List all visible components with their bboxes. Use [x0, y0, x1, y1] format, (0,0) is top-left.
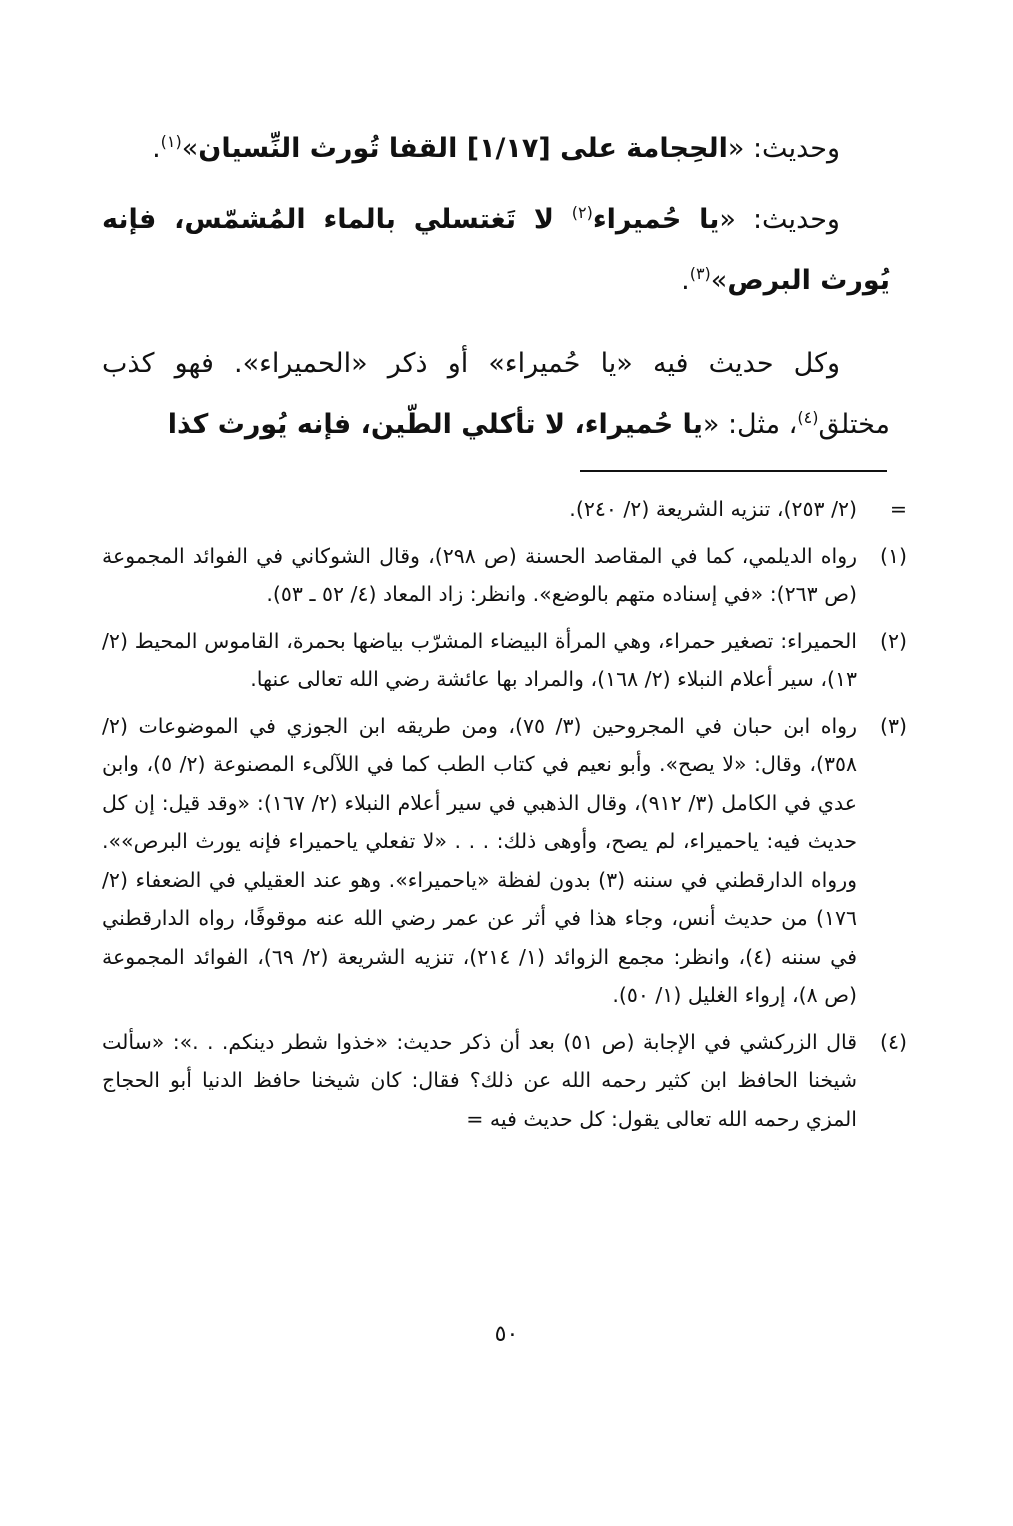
text-run: »	[181, 133, 199, 164]
footnote-ref[interactable]: (٣)	[689, 264, 711, 283]
hadith-text: يا حُميراء	[592, 204, 720, 235]
main-text	[102, 118, 890, 455]
footnote-ref[interactable]: (١)	[160, 132, 182, 151]
footnote-2	[102, 622, 907, 699]
footnote-text: قال الزركشي في الإجابة (ص ٥١) بعد أن ذكر حديث: «خذوا شطر دينكم. . .»: «سألت شيخنا الحافظ ابن كثير رحمه الله عن ذلك؟ فقال: كان شيخنا حافظ الدنيا أبو الحجاج المزي رحمه الله تعالى يقول: كل حديث فيه =	[102, 1029, 858, 1131]
text-run: .	[152, 133, 161, 164]
footnote-number: =	[889, 497, 907, 521]
footnote-text: رواه الديلمي، كما في المقاصد الحسنة (ص ٢٩٨)، وقال الشوكاني في الفوائد المجموعة (ص ٢٦٣): «في إسناده متهم بالوضع». وانظر: زاد المعاد (٤/ ٥٢ ـ ٥٣).	[102, 543, 858, 606]
paragraph-humaira-water	[102, 189, 890, 311]
paragraph-hijama	[102, 118, 890, 179]
footnote-number: (٢)	[879, 628, 907, 653]
footnote-text: الحميراء: تصغير حمراء، وهي المرأة البيضاء المشرّب بياضها بحمرة، القاموس المحيط (٢/ ١٣)، سير أعلام النبلاء (٢/ ١٦٨)، والمراد بها عائشة رضي الله تعالى عنها.	[102, 628, 857, 691]
text-run: وكل حديث فيه «يا حُميراء» أو ذكر «الحميراء». فهو كذب مختلق	[102, 348, 890, 440]
footnote-continuation	[102, 490, 907, 529]
text-run: »	[710, 265, 728, 296]
footnote-number: (١)	[879, 543, 907, 568]
footnotes	[102, 490, 907, 1146]
footnote-number: (٤)	[879, 1029, 907, 1054]
hadith-text: لا تَغتسلي بالماء المُشمّس، فإنه يُورث البرص	[102, 204, 890, 296]
paragraph-humaira-rule	[102, 333, 890, 455]
footnote-separator	[580, 470, 887, 472]
hadith-text: يا حُميراء، لا تأكلي الطّين، فإنه يُورث كذا	[167, 409, 703, 440]
footnote-text: رواه ابن حبان في المجروحين (٣/ ٧٥)، ومن طريقه ابن الجوزي في الموضوعات (٢/ ٣٥٨)، وقال: «لا يصح». وأبو نعيم في كتاب الطب كما في اللآلىء المصنوعة (٢/ ٥)، وابن عدي في الكامل (٣/ ٩١٢)، وقال الذهبي في سير أعلام النبلاء (٢/ ١٦٧): «وقد قيل: إن كل حديث فيه: ياحميراء، لم يصح، وأوهى ذلك: . . . «لا تفعلي ياحميراء فإنه يورث البرص»». ورواه الدارقطني في سننه (٣) بدون لفظة «ياحميراء». وهو عند العقيلي في الضعفاء (٢/ ١٧٦) من حديث أنس، وجاء هذا في أثر عن عمر رضي الله عنه موقوفًا، رواه الدارقطني في سننه (٤)، وانظر: مجمع الزوائد (١/ ٢١٤)، تنزيه الشريعة (٢/ ٦٩)، الفوائد المجموعة (ص ٨)، إرواء الغليل (١/ ٥٠).	[102, 713, 858, 1007]
page-number: ٥٠	[494, 1322, 519, 1347]
footnote-4	[102, 1023, 907, 1139]
text-run: .	[681, 265, 690, 296]
footnote-1	[102, 537, 907, 614]
footnote-number: (٣)	[879, 713, 907, 738]
text-run: وحديث: «	[719, 204, 840, 235]
hadith-text: الحِجامة على [١/١٧] القفا تُورث النِّسيان	[198, 133, 728, 164]
footnote-3	[102, 707, 907, 1015]
text-run: وحديث: «	[727, 133, 840, 164]
footnote-text: (٢/ ٢٥٣)، تنزيه الشريعة (٢/ ٢٤٠).	[569, 497, 857, 521]
footnote-ref[interactable]: (٤)	[797, 408, 819, 427]
footnote-ref[interactable]: (٢)	[571, 203, 593, 222]
text-run: ، مثل: «	[702, 409, 798, 440]
